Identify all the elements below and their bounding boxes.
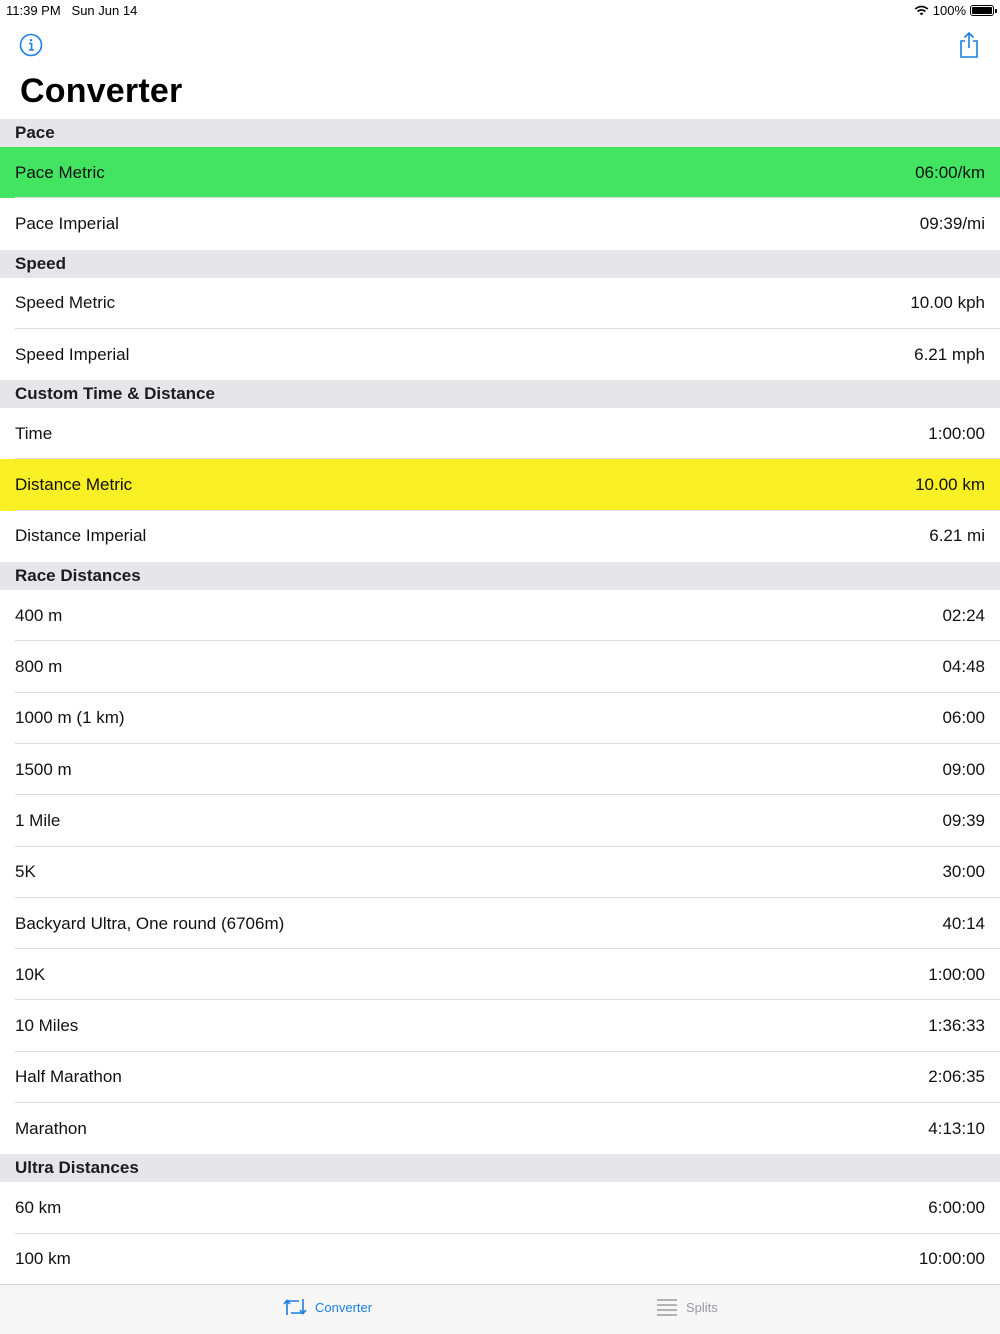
section-header-speed: Speed — [0, 250, 1000, 278]
row-value: 4:13:10 — [928, 1118, 985, 1138]
status-date: Sun Jun 14 — [71, 3, 138, 18]
row-value: 30:00 — [942, 862, 985, 882]
row-race-10k[interactable] — [0, 949, 1000, 1000]
row-value: 1:36:33 — [928, 1016, 985, 1036]
battery-icon — [970, 5, 994, 16]
list-lines-icon — [656, 1297, 678, 1317]
row-label: 5K — [15, 862, 36, 882]
nav-bar — [0, 30, 1000, 60]
converter-list — [0, 119, 1000, 1285]
row-speed-metric[interactable] — [0, 278, 1000, 329]
row-value: 06:00 — [942, 708, 985, 728]
row-label: 10 Miles — [15, 1016, 79, 1036]
row-value: 10.00 km — [915, 475, 985, 495]
info-circle-icon — [19, 33, 43, 57]
row-pace-metric[interactable] — [0, 147, 1000, 198]
row-value: 40:14 — [942, 913, 985, 933]
row-label: Time — [15, 423, 53, 443]
row-value: 1:00:00 — [928, 964, 985, 984]
status-clock: 11:39 PM — [6, 3, 61, 18]
row-label: 1000 m (1 km) — [15, 708, 125, 728]
section-header-custom: Custom Time & Distance — [0, 380, 1000, 408]
row-value: 06:00/km — [915, 162, 985, 182]
row-race-half-marathon[interactable] — [0, 1052, 1000, 1103]
row-race-1500m[interactable] — [0, 744, 1000, 795]
tab-splits-label: Splits — [686, 1299, 718, 1315]
row-value: 02:24 — [942, 605, 985, 625]
row-race-1-mile[interactable] — [0, 795, 1000, 846]
row-race-1000m[interactable] — [0, 693, 1000, 744]
section-header-race: Race Distances — [0, 562, 1000, 590]
row-label: Speed Imperial — [15, 344, 130, 364]
tab-splits[interactable] — [656, 1297, 718, 1317]
row-ultra-100km[interactable] — [0, 1234, 1000, 1285]
share-button[interactable] — [957, 31, 981, 59]
row-label: 60 km — [15, 1197, 62, 1217]
tab-bar — [0, 1284, 1000, 1334]
row-label: 400 m — [15, 605, 63, 625]
row-value: 10:00:00 — [918, 1249, 985, 1269]
row-value: 09:39/mi — [919, 213, 985, 233]
row-pace-imperial[interactable] — [0, 198, 1000, 249]
row-distance-metric[interactable] — [0, 459, 1000, 510]
row-label: 1 Mile — [15, 810, 61, 830]
row-race-5k[interactable] — [0, 847, 1000, 898]
row-value: 09:39 — [942, 810, 985, 830]
status-right — [914, 3, 994, 18]
convert-arrows-icon — [283, 1297, 307, 1317]
row-value: 09:00 — [942, 759, 985, 779]
info-button[interactable] — [19, 33, 43, 57]
tab-converter-label: Converter — [315, 1299, 373, 1315]
row-ultra-60km[interactable] — [0, 1182, 1000, 1233]
wifi-icon — [914, 5, 929, 16]
row-value: 6:00:00 — [928, 1197, 985, 1217]
row-label: 10K — [15, 964, 46, 984]
status-bar — [0, 0, 1000, 20]
row-race-10-miles[interactable] — [0, 1000, 1000, 1051]
section-header-ultra: Ultra Distances — [0, 1154, 1000, 1182]
row-speed-imperial[interactable] — [0, 329, 1000, 380]
row-label: Marathon — [15, 1118, 87, 1138]
row-label: 1500 m — [15, 759, 72, 779]
row-value: 10.00 kph — [910, 293, 985, 313]
row-time[interactable] — [0, 408, 1000, 459]
row-label: Distance Metric — [15, 475, 133, 495]
row-race-backyard-ultra[interactable] — [0, 898, 1000, 949]
row-label: Distance Imperial — [15, 526, 147, 546]
row-race-400m[interactable] — [0, 590, 1000, 641]
row-distance-imperial[interactable] — [0, 511, 1000, 562]
row-value: 04:48 — [942, 657, 985, 677]
share-icon — [957, 31, 981, 59]
row-value: 6.21 mph — [914, 344, 985, 364]
section-header-pace: Pace — [0, 119, 1000, 147]
page-title: Converter — [20, 72, 183, 110]
status-time — [6, 3, 137, 18]
row-label: 100 km — [15, 1249, 71, 1269]
row-race-800m[interactable] — [0, 641, 1000, 692]
tab-converter[interactable] — [283, 1297, 372, 1317]
row-value: 1:00:00 — [928, 423, 985, 443]
row-label: Backyard Ultra, One round (6706m) — [15, 913, 285, 933]
battery-percent: 100% — [932, 3, 966, 18]
row-label: Half Marathon — [15, 1067, 122, 1087]
row-race-marathon[interactable] — [0, 1103, 1000, 1154]
row-label: Pace Metric — [15, 162, 105, 182]
row-label: Pace Imperial — [15, 213, 119, 233]
row-value: 2:06:35 — [928, 1067, 985, 1087]
row-label: Speed Metric — [15, 293, 116, 313]
row-label: 800 m — [15, 657, 63, 677]
row-value: 6.21 mi — [929, 526, 985, 546]
